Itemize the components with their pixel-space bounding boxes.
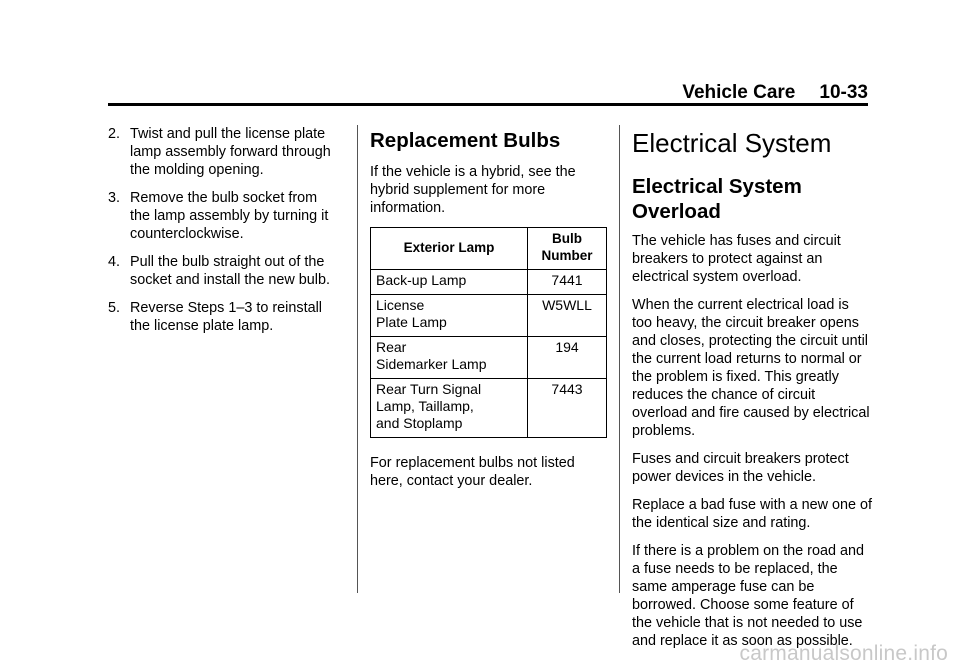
step-item: [108, 253, 340, 289]
column-header-lamp: Exterior Lamp: [371, 228, 528, 270]
step-number: 2.: [108, 126, 121, 142]
footer-text: For replacement bulbs not listed here, contact your dealer.: [370, 455, 575, 489]
lamp-name: License Plate Lamp: [371, 295, 528, 337]
table-row: [371, 379, 607, 438]
step-number: 4.: [108, 254, 121, 270]
table-row: [371, 337, 607, 379]
page-number: 10-33: [819, 82, 868, 103]
column-replacement-bulbs: [370, 125, 610, 500]
paragraph: Fuses and circuit breakers protect power devices in the vehicle.: [632, 451, 849, 485]
paragraph: When the current electrical load is too heavy, the circuit breaker opens and closes, protecting the circuit until the current load returns to normal or the problem is fixed. This greatly reduces the chance of circuit overload and fire caused by electrical problems.: [632, 297, 870, 439]
steps-list: [108, 125, 340, 335]
table-row: [371, 295, 607, 337]
bulb-table: [370, 227, 607, 438]
step-item: [108, 125, 340, 179]
step-text: Pull the bulb straight out of the socket and install the new bulb.: [130, 254, 330, 288]
lamp-name: Rear Turn Signal Lamp, Taillamp, and Stoplamp: [371, 379, 528, 438]
watermark: carmanualsonline.info: [739, 642, 948, 665]
column-header-number: Bulb Number: [528, 228, 607, 270]
lamp-name: Rear Sidemarker Lamp: [371, 337, 528, 379]
chapter-title: Electrical System: [632, 128, 832, 158]
step-number: 3.: [108, 190, 121, 206]
step-text: Remove the bulb socket from the lamp assembly by turning it counterclockwise.: [130, 190, 329, 242]
column-license-plate-steps: [108, 125, 340, 345]
column-divider-2: [619, 125, 620, 593]
lamp-name: Back-up Lamp: [371, 270, 528, 295]
step-item: [108, 299, 340, 335]
header-rule: [108, 103, 868, 106]
section-heading: Replacement Bulbs: [370, 129, 561, 152]
column-divider-1: [357, 125, 358, 593]
paragraph: Replace a bad fuse with a new one of the identical size and rating.: [632, 497, 873, 531]
intro-text: If the vehicle is a hybrid, see the hybrid supplement for more information.: [370, 164, 576, 216]
step-text: Reverse Steps 1–3 to reinstall the license plate lamp.: [130, 300, 322, 334]
step-number: 5.: [108, 300, 121, 316]
paragraph: If there is a problem on the road and a fuse needs to be replaced, the same amperage fuse can be borrowed. Choose some feature of the vehicle that is not needed to use and replace it as soon as possible.: [632, 543, 864, 649]
bulb-number: 194: [528, 337, 607, 379]
table-row: [371, 270, 607, 295]
bulb-number: 7443: [528, 379, 607, 438]
step-item: [108, 189, 340, 243]
subsection-heading: Electrical System Overload: [632, 175, 802, 223]
step-text: Twist and pull the license plate lamp assembly forward through the molding opening.: [130, 126, 331, 178]
bulb-number: W5WLL: [528, 295, 607, 337]
bulb-number: 7441: [528, 270, 607, 295]
table-header-row: [371, 228, 607, 270]
paragraph: The vehicle has fuses and circuit breakers to protect against an electrical system overload.: [632, 233, 841, 285]
page-header: [682, 82, 868, 104]
section-title: Vehicle Care: [682, 82, 796, 103]
column-electrical-system: [632, 125, 872, 660]
